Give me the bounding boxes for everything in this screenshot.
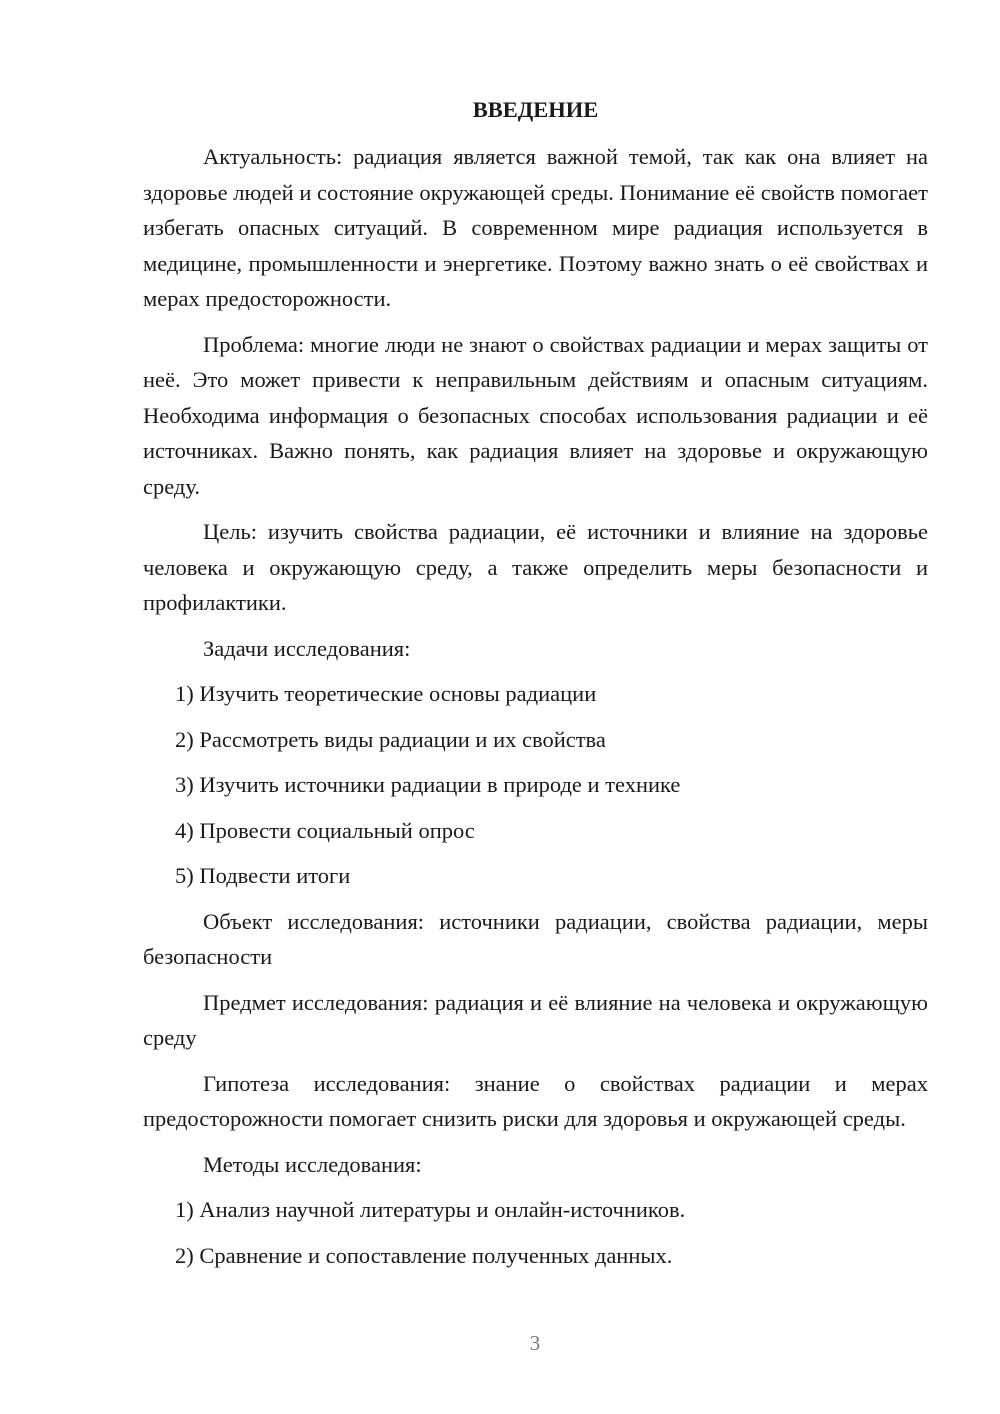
page-number: 3 [529, 1331, 541, 1355]
page-content [143, 92, 928, 1283]
task-item: 1) Изучить теоретические основы радиации [175, 681, 597, 706]
object-paragraph: Объект исследования: источники радиации, свойства радиации, меры безопасности [143, 908, 928, 969]
problem-paragraph: Проблема: многие люди не знают о свойствах радиации и мерах защиты от неё. Это может привести к неправильным действиям и опасным ситуациям. Необходима информация о безопасных способах использования радиации и её источниках. Важно понять, как радиация влияет на здоровье и окружающую среду. [143, 331, 928, 499]
task-item: 4) Провести социальный опрос [175, 817, 475, 843]
method-item: 2) Сравнение и сопоставление полученных данных. [175, 1242, 673, 1268]
method-item: 1) Анализ научной литературы и онлайн-источников. [175, 1197, 686, 1222]
subject-paragraph: Предмет исследования: радиация и её влияние на человека и окружающую среду [143, 989, 928, 1050]
task-item: 5) Подвести итоги [175, 863, 351, 888]
task-item: 2) Рассмотреть виды радиации и их свойства [175, 726, 606, 752]
task-item: 3) Изучить источники радиации в природе и технике [175, 772, 681, 797]
section-title: ВВЕДЕНИЕ [472, 97, 599, 122]
methods-heading: Методы исследования: [203, 1151, 422, 1177]
tasks-heading: Задачи исследования: [203, 635, 411, 661]
goal-paragraph: Цель: изучить свойства радиации, её источники и влияние на здоровье человека и окружающую среду, а также определить меры безопасности и профилактики. [143, 519, 928, 615]
hypothesis-paragraph: Гипотеза исследования: знание о свойствах радиации и мерах предосторожности помогает снизить риски для здоровья и окружающей среды. [143, 1070, 928, 1131]
relevance-paragraph: Актуальность: радиация является важной темой, так как она влияет на здоровье людей и состояние окружающей среды. Понимание её свойств помогает избегать опасных ситуаций. В современном мире радиация используется в медицине, промышленности и энергетике. Поэтому важно знать о её свойствах и мерах предосторожности. [143, 144, 928, 311]
